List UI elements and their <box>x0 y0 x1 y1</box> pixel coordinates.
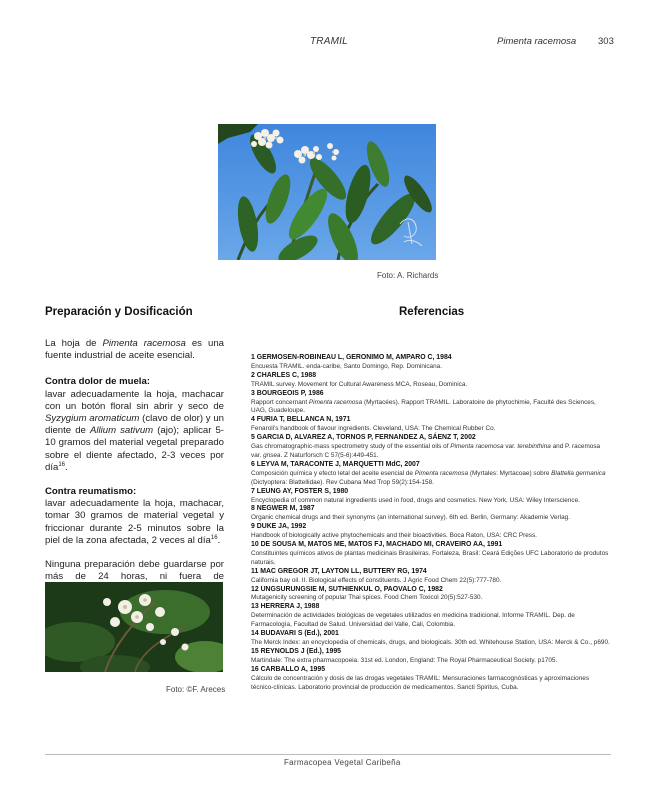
reference-item: 4 FURIA T, BELLANCA N, 1971 Fenaroli's handbook of flavour ingredients. Cleveland, USA: The Chemical Rubber Co. <box>251 416 496 433</box>
reference-item: 12 UNGSURUNGSIE M, SUTHIENKUL O, PAOVALO C, 1982 Mutagenicity screening of popular Thai spices. Food Chem Toxicol 20(5):527-530. <box>251 585 483 602</box>
footer-divider <box>45 754 611 755</box>
reference-item: 15 REYNOLDS J (Ed.), 1995 Martindale: The extra pharmacopoeia. 31st ed. London, England: The Royal Pharmaceutical Society. p1705. <box>251 647 558 664</box>
rheumatism-text: lavar adecuadamente la hoja, machacar, tomar 30 gramos de material vegetal y friccionar durante 2-5 minutos sobre la piel de la zona afectada, 2 veces al día$^{16}$. <box>45 498 224 546</box>
header-section: TRAMIL <box>310 36 348 47</box>
reference-item: 13 HERRERA J, 1988 Determinación de actividades biológicas de vegetales utilizados en medicina tradicional. Informe TRAMIL. Dep. de Farmacología, Facultad de Salud. Universidad del Valle, Cali, Colombia. <box>251 603 575 629</box>
toothache-heading: Contra dolor de muela: <box>45 376 151 388</box>
intro-paragraph: La hoja de Pimenta racemosa es una fuente industrial de aceite esencial. <box>45 338 224 362</box>
plant-photo-illustration <box>218 124 436 260</box>
reference-item: 8 NEGWER M, 1987 Organic chemical drugs and their synonyms (an international survey). 6th ed. Berlin, Germany: Akademie Verlag. <box>251 505 570 522</box>
main-plant-photo <box>218 124 436 260</box>
preparation-section <box>45 306 224 596</box>
page-number: 303 <box>598 36 614 47</box>
reference-item: 7 LEUNG AY, FOSTER S, 1980 Encyclopedia of common natural ingredients used in food, drugs and cosmetics. New York, USA: Wiley Interscience. <box>251 487 580 504</box>
flower-photo-illustration <box>45 582 223 672</box>
toothache-text: lavar adecuadamente la hoja, machacar con un botón floral sin abrir y seco de Syzygium aromaticum (clavo de olor) y un diente de Allium sativum (ajo); aplicar 5-10 gramos del material vegetal preparado sobre el diente afectado, 2-3 veces por día$^{16}$. <box>45 388 224 473</box>
rheumatism-heading: Contra reumatismo: <box>45 486 137 498</box>
running-header <box>0 36 655 50</box>
preparation-title: Preparación y Dosificación <box>45 306 193 318</box>
reference-item: 5 GARCIA D, ALVAREZ A, TORNOS P, FERNANDEZ A, SÁENZ T, 2002 Gas chromatographic-mass spectrometry study of the essential oils of Pimenta racemosa var. terebinthina and P. racemosa var. grisea. Z Naturforsch C 57(5-6):449-451. <box>251 434 601 459</box>
references-title: Referencias <box>399 306 465 318</box>
small-photo-credit: Foto: ©F. Areces <box>166 685 226 694</box>
main-photo-credit: Foto: A. Richards <box>377 271 439 280</box>
reference-item: 16 CARBALLO A, 1995 Cálculo de concentración y dosis de las drogas vegetales TRAMIL: Mensuraciones farmacognósticas y aproximaciones técnico-clínicas. Laboratorio provincial de producción de medicamentos. Sancti Spiritus, Cuba. <box>251 665 590 691</box>
reference-item: 2 CHARLES C, 1988 TRAMIL survey. Movement for Cultural Awareness MCA, Roseau, Dominica. <box>251 371 468 388</box>
references-list <box>251 354 611 692</box>
reference-item: 11 MAC GREGOR JT, LAYTON LL, BUTTERY RG, 1974 California bay oil. II. Biological effects of constituents. J Agric Food Chem 22(5):777-780. <box>251 567 502 584</box>
reference-item: 14 BUDAVARI S (Ed.), 2001 The Merck Index: an encyclopedia of chemicals, drugs, and biologicals. 30th ed. Whitehouse Station, USA: Merck & Co., p690. <box>251 630 610 646</box>
storage-warning: Ninguna preparación debe guardarse por más de 24 horas, ni fuera de <box>45 559 224 583</box>
reference-item: 10 DE SOUSA M, MATOS ME, MATOS FJ, MACHADO MI, CRAVEIRO AA, 1991 Constituintes químicos ativos de plantas medicinais Brasileiras. Fortaleza, Brasil: Ceará Edições UFC Laboratorio de produtos naturais. <box>251 541 609 566</box>
header-species: Pimenta racemosa <box>497 36 577 47</box>
reference-item: 1 GERMOSEN-ROBINEAU L, GERONIMO M, AMPARO C, 1984 Encuesta TRAMIL. enda-caribe, Santo Domingo, Rep. Dominicana. <box>251 354 452 370</box>
footer-title: Farmacopea Vegetal Caribeña <box>284 758 401 767</box>
reference-item: 3 BOURGEOIS P, 1986 Rapport concernant Pimenta racemosa (Myrtacées). Rapport TRAMIL. Laboratoire de phytochimie, Faculté des Sciences, UAG, Guadeloupe. <box>251 389 596 415</box>
reference-item: 6 LEYVA M, TARACONTE J, MARQUETTI MdC, 2007 Composición química y efecto letal del aceite esencial de Pimenta racemosa (Myrtales: Myrtacoae) sobre Blattella germanica (Dictyoptera: Blattellidae). Rev Cubana Med Trop 59(2):154-158. <box>251 460 606 486</box>
reference-item: 9 DUKE JA, 1992 Handbook of biologically active phytochemicals and their bioactivities. Boca Raton, USA: CRC Press. <box>251 523 537 540</box>
flower-closeup-photo <box>45 582 223 672</box>
